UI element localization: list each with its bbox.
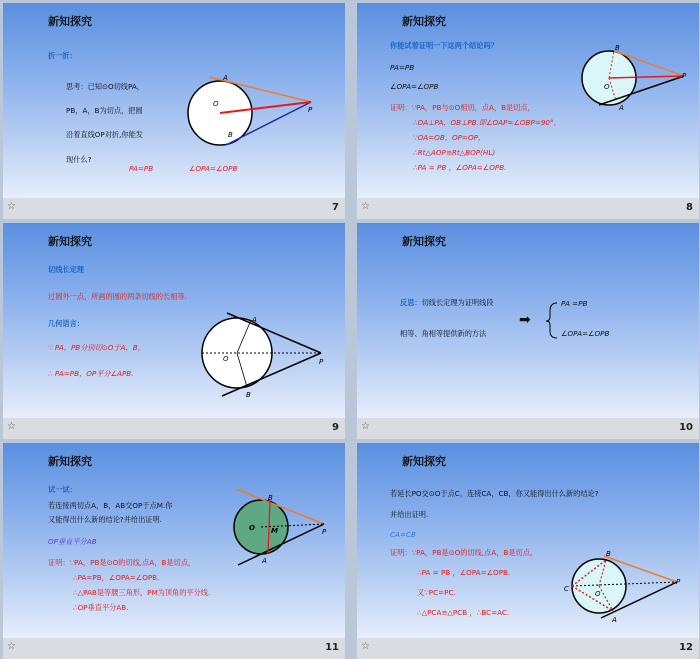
star-outline-icon[interactable]: ☆	[361, 201, 370, 212]
arrow-right-icon: ➡	[519, 312, 531, 328]
slide-footer	[357, 198, 699, 219]
proof-line-2: ∴PA = PB ，∠OPA=∠OPB.	[417, 568, 511, 577]
tangent-diagram	[357, 443, 699, 638]
label-o: O	[249, 524, 255, 532]
subtitle: 折一折：	[48, 51, 77, 60]
proof-line-3: 又∵PC=PC.	[417, 588, 456, 597]
label-p: P	[682, 72, 687, 80]
star-outline-icon[interactable]: ☆	[361, 641, 370, 652]
label-m: M	[271, 527, 278, 535]
star-outline-icon[interactable]: ☆	[7, 421, 16, 432]
question-line-2: 并给出证明.	[390, 510, 429, 519]
claim-1: PA=PB	[390, 63, 415, 72]
slide-number: 7	[332, 202, 339, 213]
theorem-text: 过圆外一点，所画的圆的两条切线的长相等.	[48, 292, 187, 301]
label-o: O	[595, 590, 601, 598]
slide-11[interactable]	[3, 443, 345, 638]
reflect-label: 反思：	[400, 298, 422, 307]
proof-line-5: ∴PA = PB ，∠OPA=∠OPB.	[413, 163, 507, 172]
proof-line-1: 证明：∵PA，PB是⊙O的切线,点A，B是切点，	[48, 558, 196, 567]
proof-line-3: ∵OA=OB，OP=OP，	[413, 133, 486, 142]
star-outline-icon[interactable]: ☆	[361, 421, 370, 432]
slide-title: 新知探究	[48, 455, 92, 468]
label-b: B	[615, 44, 620, 52]
label-c: C	[564, 585, 569, 593]
slide-number: 8	[686, 202, 693, 213]
slide-10[interactable]	[357, 223, 699, 418]
reflect-text: 切线长定理为证明线段	[421, 298, 494, 307]
slide-9[interactable]	[3, 223, 345, 418]
geo-line-2: ∴ PA=PB，OP平分∠APB.	[48, 369, 134, 378]
slide-title: 新知探究	[402, 235, 446, 248]
slide-8[interactable]	[357, 3, 699, 198]
slide-7[interactable]	[3, 3, 345, 198]
geo-title: 几何语言：	[48, 319, 84, 328]
slide-footer	[3, 198, 345, 219]
result-1: PA =PB	[561, 299, 588, 308]
tangent-diagram	[357, 3, 699, 198]
label-a: A	[619, 104, 624, 112]
proof-line-1: 证明：∵PA，PB与⊙O相切，点A，B是切点，	[390, 103, 535, 112]
tangent-diagram	[3, 223, 345, 418]
slide-footer	[3, 418, 345, 439]
label-a: A	[252, 316, 257, 324]
question-line-1: 若延长PO交⊙O于点C，连接CA，CB，你又能得出什么新的结论?	[390, 489, 599, 498]
slide-title: 新知探究	[402, 15, 446, 28]
question-line-2: PB，A，B为切点，把圆	[66, 106, 143, 115]
proof-line-3: ∴△PAB是等腰三角形，PM为顶角的平分线.	[73, 588, 211, 597]
slide-number: 12	[679, 642, 693, 653]
slide-number: 9	[332, 422, 339, 433]
question-line-1: 思考：已知⊙O切线PA，	[66, 82, 144, 91]
slide-title: 新知探究	[48, 15, 92, 28]
label-p: P	[308, 106, 313, 114]
question-line-3: 沿着直线OP对折,你能发	[66, 130, 143, 139]
label-o: O	[604, 83, 610, 91]
label-p: P	[319, 358, 324, 366]
proof-line-4: ∴OP垂直平分AB.	[73, 603, 129, 612]
answer-angle: ∠OPA=∠OPB	[189, 164, 238, 173]
conclusion: CA=CB	[390, 530, 416, 539]
label-a: A	[612, 616, 617, 624]
label-b: B	[606, 550, 611, 558]
label-a: A	[262, 557, 267, 565]
try-line-2: 又能得出什么新的结论?并给出证明.	[48, 515, 162, 524]
label-p: P	[322, 528, 327, 536]
answer-pa-pb: PA=PB	[129, 164, 154, 173]
theorem-heading: 切线长定理	[48, 265, 84, 274]
question-line-4: 现什么?	[66, 155, 92, 164]
question: 你能试着证明一下这两个结论吗？	[390, 41, 498, 50]
try-line-1: 若连接两切点A，B，AB交OP于点M.你	[48, 501, 173, 510]
geo-line-1: ∵ PA，PB分别切⊙O于A，B，	[48, 343, 145, 352]
label-p: P	[676, 578, 681, 586]
slide-title: 新知探究	[48, 235, 92, 248]
try-label: 试一试：	[48, 485, 77, 494]
reflect-line-2: 相等、角相等提供新的方法	[400, 329, 487, 338]
star-outline-icon[interactable]: ☆	[7, 641, 16, 652]
slide-number: 10	[679, 422, 693, 433]
proof-line-1: 证明：∵PA，PB是⊙O的切线,点A，B是切点，	[390, 548, 538, 557]
label-b: B	[246, 391, 251, 399]
label-b: B	[268, 494, 273, 502]
result-2: ∠OPA=∠OPB	[561, 329, 610, 338]
proof-line-2: ∴OA⊥PA，OB⊥PB.即∠OAP=∠OBP=90°，	[413, 118, 561, 127]
label-o: O	[223, 355, 229, 363]
slide-number: 11	[325, 642, 339, 653]
proof-line-4: ∴△PCA≌△PCB ，∴BC=AC.	[417, 608, 510, 617]
label-a: A	[223, 74, 228, 82]
slide-title: 新知探究	[402, 455, 446, 468]
brace	[357, 223, 699, 418]
slide-12[interactable]	[357, 443, 699, 638]
claim-2: ∠OPA=∠OPB	[390, 82, 439, 91]
proof-line-2: ∴PA=PB，∠OPA=∠OPB.	[73, 573, 160, 582]
proof-line-4: ∴Rt△AOP≌Rt△BOP(HL)	[413, 148, 496, 157]
label-o: O	[213, 100, 219, 108]
star-outline-icon[interactable]: ☆	[7, 201, 16, 212]
label-b: B	[228, 131, 233, 139]
tangent-diagram	[3, 3, 345, 198]
conclusion: OP垂直平分AB	[48, 537, 97, 546]
slide-footer	[357, 418, 699, 439]
tangent-diagram	[3, 443, 345, 638]
